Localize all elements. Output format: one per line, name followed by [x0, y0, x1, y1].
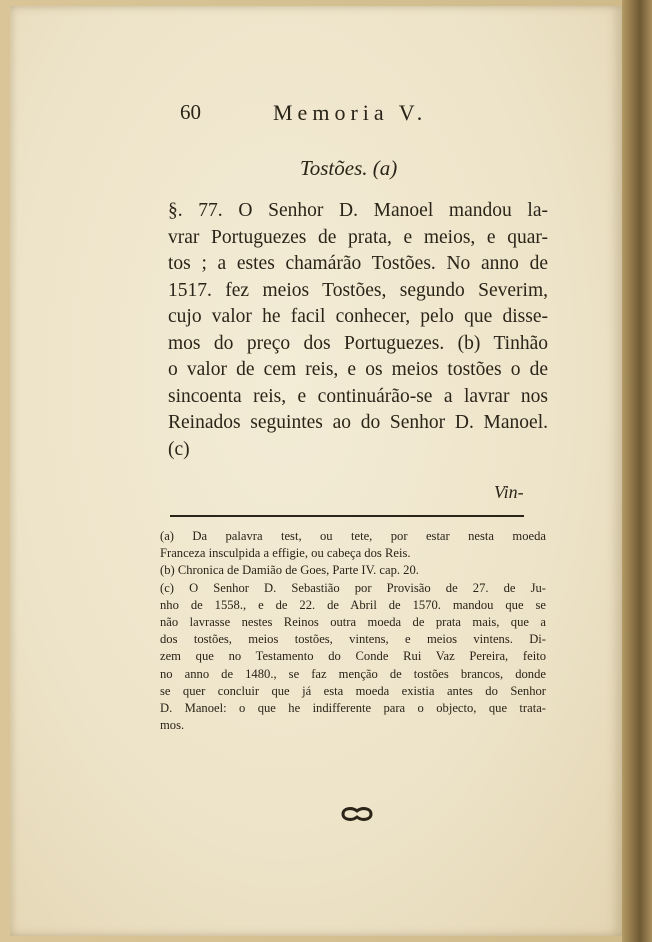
footnote-line: se quer concluir que já esta moeda existia antes do Senhor — [160, 683, 546, 698]
body-line: sincoenta reis, e continuárão-se a lavrar nos — [168, 385, 548, 407]
footnote-line: mos. — [160, 718, 185, 733]
footnote-line: dos tostões, meios tostões, vintens, e meios vintens. Di- — [160, 632, 546, 647]
body-line: vrar Portuguezes de prata, e meios, e quar- — [168, 226, 548, 248]
section-title: Tostões. (a) — [300, 156, 398, 180]
footnote-line: D. Manoel: o que he indifferente para o objecto, que trata- — [160, 701, 546, 716]
catchword: Vin- — [494, 482, 524, 502]
body-line: tos ; a estes chamárão Tostões. No anno de — [168, 253, 548, 274]
footnote-line: (b) Chronica de Damião de Goes, Parte IV. cap. 20. — [160, 563, 419, 578]
footnote-line: Franceza insculpida a effigie, ou cabeça dos Reis. — [160, 546, 411, 561]
footnote-line: não lavrasse nestes Reinos outra moeda de prata mais, que a — [160, 615, 546, 630]
footnote-rule — [170, 515, 524, 517]
page-header — [180, 100, 480, 130]
body-line: §. 77. O Senhor D. Manoel mandou la- — [168, 200, 548, 221]
footnote-line: nho de 1558., e de 22. de Abril de 1570. mandou que se — [160, 597, 546, 612]
body-line: o valor de cem reis, e os meios tostões o de — [168, 359, 548, 380]
printer-ornament-icon — [340, 804, 374, 829]
body-text — [168, 198, 548, 463]
page — [10, 6, 622, 936]
footnote-line: no anno de 1480., se faz menção de tostões brancos, donde — [160, 666, 546, 681]
body-line: cujo valor he facil conhecer, pelo que disse- — [168, 306, 548, 327]
footnote-line: (a) Da palavra test, ou tete, por estar nesta moeda — [160, 529, 546, 543]
body-line: Reinados seguintes ao do Senhor D. Manoel. — [168, 412, 548, 433]
footnote-line: (c) O Senhor D. Sebastião por Provisão de 27. de Ju- — [160, 580, 546, 595]
footnotes — [160, 528, 546, 734]
page-number: 60 — [180, 100, 201, 124]
footnote-line: zem que no Testamento do Conde Rui Vaz Pereira, feito — [160, 649, 546, 664]
body-line: mos do preço dos Portuguezes. (b) Tinhão — [168, 332, 548, 354]
body-line: 1517. fez meios Tostões, segundo Severim, — [168, 279, 548, 301]
book-spine — [622, 0, 652, 942]
running-title: Memoria V. — [273, 100, 428, 125]
body-line: (c) — [168, 438, 190, 460]
